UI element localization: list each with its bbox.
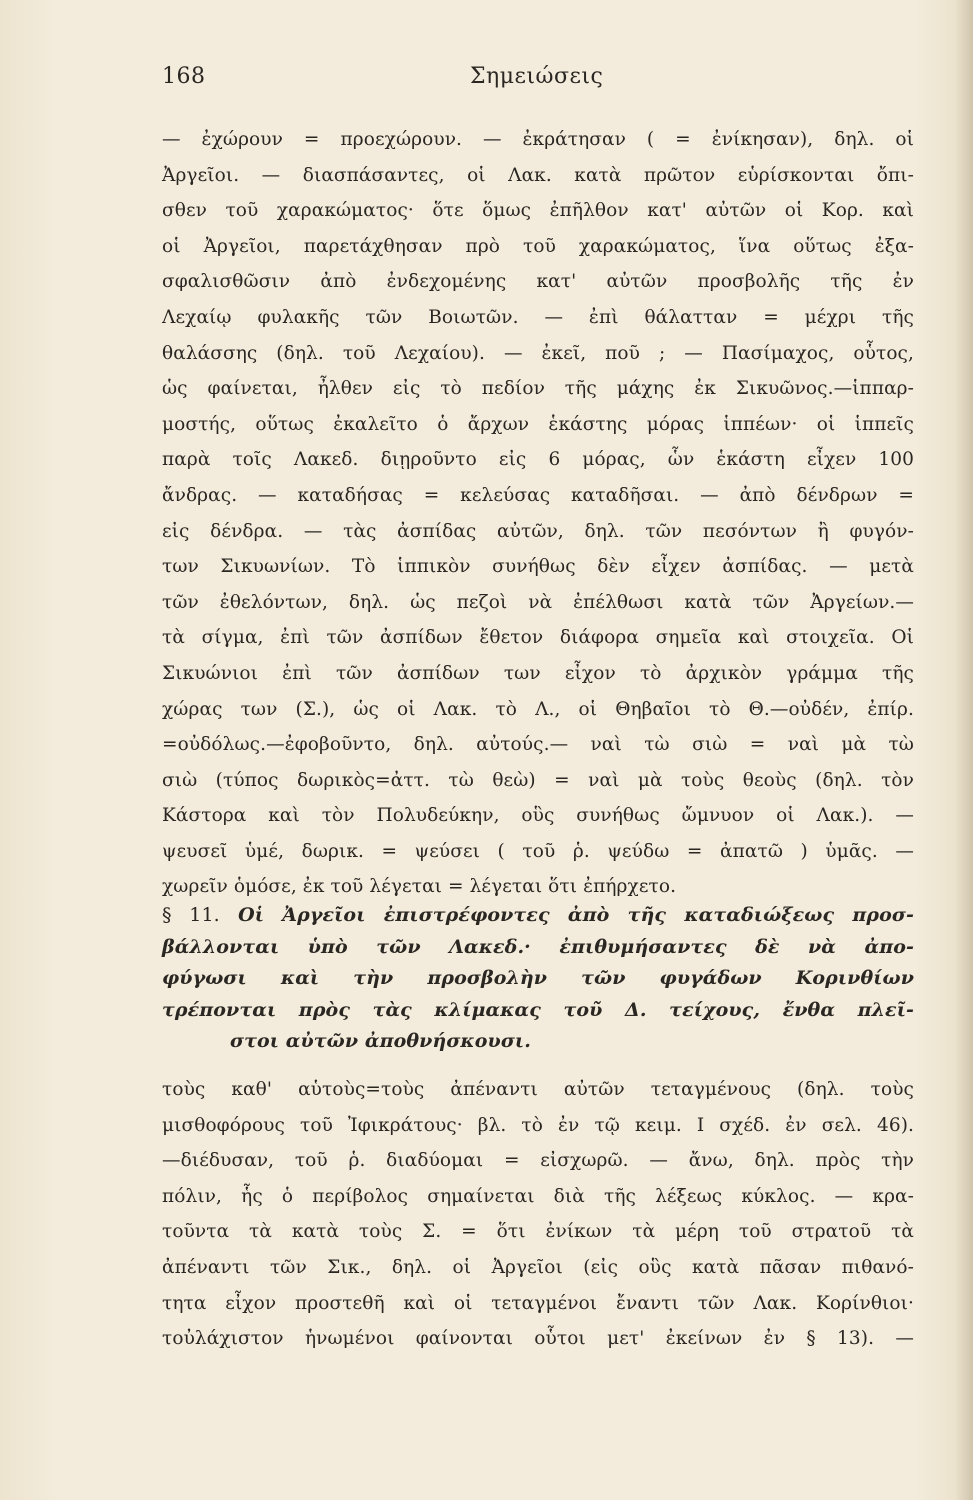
- notes-line: τὰ σίγμα, ἐπὶ τῶν ἀσπίδων ἔθετον διάφορα σημεῖα καὶ στοιχεῖα. Οἱ: [162, 627, 914, 649]
- notes-line: ἀπέναντι τῶν Σικ., δηλ. οἱ Ἀργεῖοι (εἰς οὓς κατὰ πᾶσαν πιθανό-: [162, 1256, 914, 1278]
- notes-line: τοῦντα τὰ κατὰ τοὺς Σ. = ὅτι ἐνίκων τὰ μέρη τοῦ στρατοῦ τὰ: [162, 1221, 914, 1243]
- notes-line: μισθοφόρους τοῦ Ἰφικράτους· βλ. τὸ ἐν τῷ κειμ. Ι σχέδ. ἐν σελ. 46).: [162, 1114, 914, 1136]
- notes-line: σθεν τοῦ χαρακώματος· ὅτε ὅμως ἐπῆλθον κατ' αὐτῶν οἱ Κορ. καὶ: [162, 200, 914, 222]
- notes-line: τῶν ἐθελόντων, δηλ. ὡς πεζοὶ νὰ ἐπέλθωσι κατὰ τῶν Ἀργείων.—: [162, 591, 914, 613]
- notes-line: τοὺς καθ' αὑτοὺς=τοὺς ἀπέναντι αὐτῶν τεταγμένους (δηλ. τοὺς: [162, 1079, 914, 1100]
- notes-line: μοστής, οὕτως ἐκαλεῖτο ὁ ἄρχων ἑκάστης μόρας ἱππέων· οἱ ἱππεῖς: [162, 413, 914, 435]
- notes-line: —διέδυσαν, τοῦ ῥ. διαδύομαι = εἰσχωρῶ. — ἄνω, δηλ. πρὸς τὴν: [162, 1150, 914, 1172]
- notes-line: Σικυώνιοι ἐπὶ τῶν ἀσπίδων των εἶχον τὸ ἀρχικὸν γράμμα τῆς: [162, 662, 914, 684]
- notes-line: χώρας των (Σ.), ὡς οἱ Λακ. τὸ Λ., οἱ Θηβαῖοι τὸ Θ.—οὐδέν, ἐπίρ.: [162, 698, 914, 720]
- notes-line: των Σικυωνίων. Τὸ ἱππικὸν συνήθως δὲν εἶχεν ἀσπίδας. — μετὰ: [162, 556, 914, 578]
- notes-line: πόλιν, ἧς ὁ περίβολος σημαίνεται διὰ τῆς λέξεως κύκλος. — κρα-: [162, 1185, 914, 1207]
- notes-line: σφαλισθῶσιν ἀπὸ ἐνδεχομένης κατ' αὐτῶν προσβολῆς τῆς ἐν: [162, 271, 914, 293]
- page-number: 168: [162, 64, 206, 89]
- section-heading-line: βάλλονται ὑπὸ τῶν Λακεδ.· ἐπιθυμήσαντες δὲ νὰ ἀπο-: [162, 935, 914, 958]
- notes-line: τοὐλάχιστον ἡνωμένοι φαίνονται οὗτοι μετ' ἐκείνων ἐν § 13). —: [162, 1328, 914, 1350]
- notes-line: Ἀργεῖοι. — διασπάσαντες, οἱ Λακ. κατὰ πρῶτον εὑρίσκονται ὄπι-: [162, 164, 914, 186]
- running-title: Σημειώσεις: [470, 64, 604, 89]
- notes-line: ὡς φαίνεται, ἦλθεν εἰς τὸ πεδίον τῆς μάχης ἐκ Σικυῶνος.—ἱππαρ-: [162, 378, 914, 400]
- section-heading: [162, 900, 914, 1058]
- notes-line: Λεχαίῳ φυλακῆς τῶν Βοιωτῶν. — ἐπὶ θάλατταν = μέχρι τῆς: [162, 306, 914, 328]
- notes-line: Κάστορα καὶ τὸν Πολυδεύκην, οὓς συνήθως ὤμνυον οἱ Λακ.). —: [162, 805, 914, 827]
- section-heading-line: φύγωσι καὶ τὴν προσβολὴν τῶν φυγάδων Κορινθίων: [162, 967, 914, 989]
- page-edge-shadow: [955, 0, 973, 1500]
- section-heading-line: τρέπονται πρὸς τὰς κλίμακας τοῦ Δ. τείχους, ἔνθα πλεῖ-: [162, 998, 914, 1021]
- section-heading-line: [162, 900, 914, 932]
- notes-line: σιὼ (τύπος δωρικὸς=ἀττ. τὼ θεὼ) = ναὶ μὰ τοὺς θεοὺς (δηλ. τὸν: [162, 769, 914, 791]
- notes-line: τητα εἶχον προστεθῆ καὶ οἱ τεταγμένοι ἔναντι τῶν Λακ. Κορίνθιοι·: [162, 1292, 914, 1314]
- notes-line: οἱ Ἀργεῖοι, παρετάχθησαν πρὸ τοῦ χαρακώματος, ἵνα οὕτως ἐξα-: [162, 235, 914, 257]
- notes-line: ἄνδρας. — καταδήσας = κελεύσας καταδῆσαι. — ἀπὸ δένδρων =: [162, 484, 914, 506]
- notes-line: χωρεῖν ὁμόσε, ἐκ τοῦ λέγεται = λέγεται ὅτι ἐπήρχετο.: [162, 876, 677, 898]
- notes-line: =οὐδόλως.—ἐφοβοῦντο, δηλ. αὐτούς.— ναὶ τὼ σιὼ = ναὶ μὰ τὼ: [162, 734, 914, 756]
- notes-line: ψευσεῖ ὑμέ, δωρικ. = ψεύσει ( τοῦ ῥ. ψεύδω = ἀπατῶ ) ὑμᾶς. —: [162, 840, 914, 862]
- notes-line: — ἐχώρουν = προεχώρουν. — ἐκράτησαν ( = ἐνίκησαν), δηλ. οἱ: [162, 129, 914, 150]
- notes-line: εἰς δένδρα. — τὰς ἀσπίδας αὐτῶν, δηλ. τῶν πεσόντων ἢ φυγόν-: [162, 520, 914, 542]
- notes-line: θαλάσσης (δηλ. τοῦ Λεχαίου). — ἐκεῖ, ποῦ ; — Πασίμαχος, οὗτος,: [162, 342, 914, 364]
- page-header: [162, 64, 912, 104]
- notes-text: [162, 122, 914, 905]
- section-number: § 11.: [162, 904, 220, 926]
- notes-line: παρὰ τοῖς Λακεδ. διῃροῦντο εἰς 6 μόρας, ὧν ἑκάστη εἶχεν 100: [162, 449, 914, 471]
- section-heading-line: στοι αὐτῶν ἀποθνήσκουσι.: [230, 1030, 531, 1052]
- section-heading-text: Οἱ Ἀργεῖοι ἐπιστρέφοντες ἀπὸ τῆς καταδιώξεως προσ-: [238, 904, 914, 926]
- section-notes-text: [162, 1072, 914, 1357]
